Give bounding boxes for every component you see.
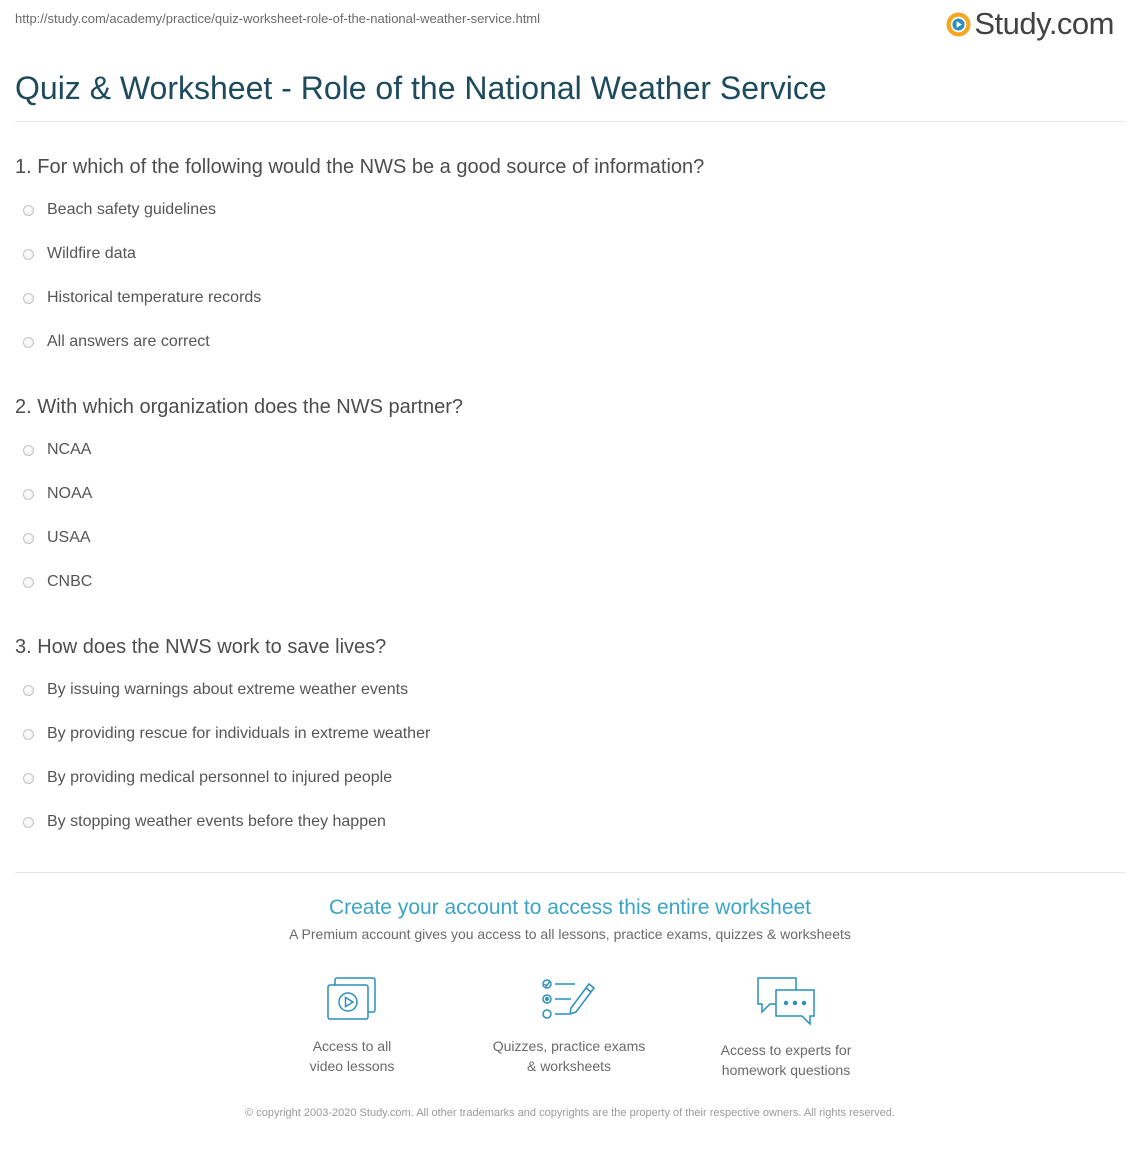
answer-option[interactable] bbox=[15, 221, 1125, 265]
feature-quizzes bbox=[474, 976, 664, 1076]
answer-option[interactable] bbox=[15, 549, 1125, 593]
answer-list bbox=[15, 679, 1125, 833]
feature-experts bbox=[691, 976, 881, 1080]
feature-video-lessons bbox=[257, 976, 447, 1076]
question-text: 2. With which organization does the NWS partner? bbox=[15, 396, 463, 418]
question-text: 1. For which of the following would the NWS be a good source of information? bbox=[15, 156, 705, 178]
question-1 bbox=[15, 155, 1125, 353]
study-logo-icon bbox=[946, 12, 971, 37]
answer-label: Historical temperature records bbox=[47, 289, 262, 306]
radio-button[interactable] bbox=[23, 773, 34, 784]
page-url: http://study.com/academy/practice/quiz-worksheet-role-of-the-national-weather-service.html bbox=[15, 11, 541, 26]
quiz-checklist-icon bbox=[541, 976, 597, 1022]
answer-label: By providing rescue for individuals in extreme weather bbox=[47, 725, 431, 742]
answer-option[interactable] bbox=[15, 679, 1125, 701]
radio-button[interactable] bbox=[23, 685, 34, 696]
create-account-link[interactable]: Create your account to access this entire worksheet bbox=[328, 896, 812, 919]
answer-label: By stopping weather events before they happen bbox=[47, 813, 386, 830]
answer-list bbox=[15, 199, 1125, 353]
answer-label: CNBC bbox=[47, 573, 93, 590]
answer-option[interactable] bbox=[15, 309, 1125, 353]
answer-label: By issuing warnings about extreme weather events bbox=[47, 681, 409, 698]
answer-label: All answers are correct bbox=[47, 333, 210, 350]
feature-label: Access to experts for homework questions bbox=[720, 1042, 852, 1078]
radio-button[interactable] bbox=[23, 205, 34, 216]
radio-button[interactable] bbox=[23, 445, 34, 456]
question-2 bbox=[15, 395, 1125, 593]
answer-list bbox=[15, 439, 1125, 593]
answer-option[interactable] bbox=[15, 745, 1125, 789]
page-title: Quiz & Worksheet - Role of the National Weather Service bbox=[15, 70, 827, 106]
answer-option[interactable] bbox=[15, 461, 1125, 505]
answer-label: Beach safety guidelines bbox=[47, 201, 216, 218]
answer-label: USAA bbox=[47, 529, 91, 546]
radio-button[interactable] bbox=[23, 489, 34, 500]
video-lessons-icon bbox=[326, 976, 378, 1022]
answer-option[interactable] bbox=[15, 199, 1125, 221]
section-divider bbox=[15, 872, 1125, 873]
feature-label: Access to all video lessons bbox=[309, 1038, 395, 1074]
question-text: 3. How does the NWS work to save lives? bbox=[15, 636, 387, 658]
copyright-notice: © copyright 2003-2020 Study.com. All other trademarks and copyrights are the property of their respective owners. All rights reserved. bbox=[245, 1107, 895, 1119]
answer-label: NOAA bbox=[47, 485, 93, 502]
answer-option[interactable] bbox=[15, 505, 1125, 549]
radio-button[interactable] bbox=[23, 577, 34, 588]
answer-option[interactable] bbox=[15, 789, 1125, 833]
answer-label: Wildfire data bbox=[47, 245, 136, 262]
question-3 bbox=[15, 635, 1125, 833]
title-divider bbox=[15, 121, 1125, 122]
answer-label: By providing medical personnel to injured people bbox=[47, 769, 393, 786]
chat-experts-icon bbox=[754, 976, 818, 1026]
answer-label: NCAA bbox=[47, 441, 92, 458]
premium-description: A Premium account gives you access to all lessons, practice exams, quizzes & worksheets bbox=[289, 926, 851, 942]
radio-button[interactable] bbox=[23, 533, 34, 544]
radio-button[interactable] bbox=[23, 729, 34, 740]
radio-button[interactable] bbox=[23, 249, 34, 260]
radio-button[interactable] bbox=[23, 817, 34, 828]
answer-option[interactable] bbox=[15, 265, 1125, 309]
logo-wordmark: Study.com bbox=[974, 6, 1114, 41]
answer-option[interactable] bbox=[15, 439, 1125, 461]
radio-button[interactable] bbox=[23, 293, 34, 304]
study-logo[interactable] bbox=[946, 6, 1114, 42]
feature-label: Quizzes, practice exams & worksheets bbox=[492, 1038, 646, 1074]
answer-option[interactable] bbox=[15, 701, 1125, 745]
radio-button[interactable] bbox=[23, 337, 34, 348]
